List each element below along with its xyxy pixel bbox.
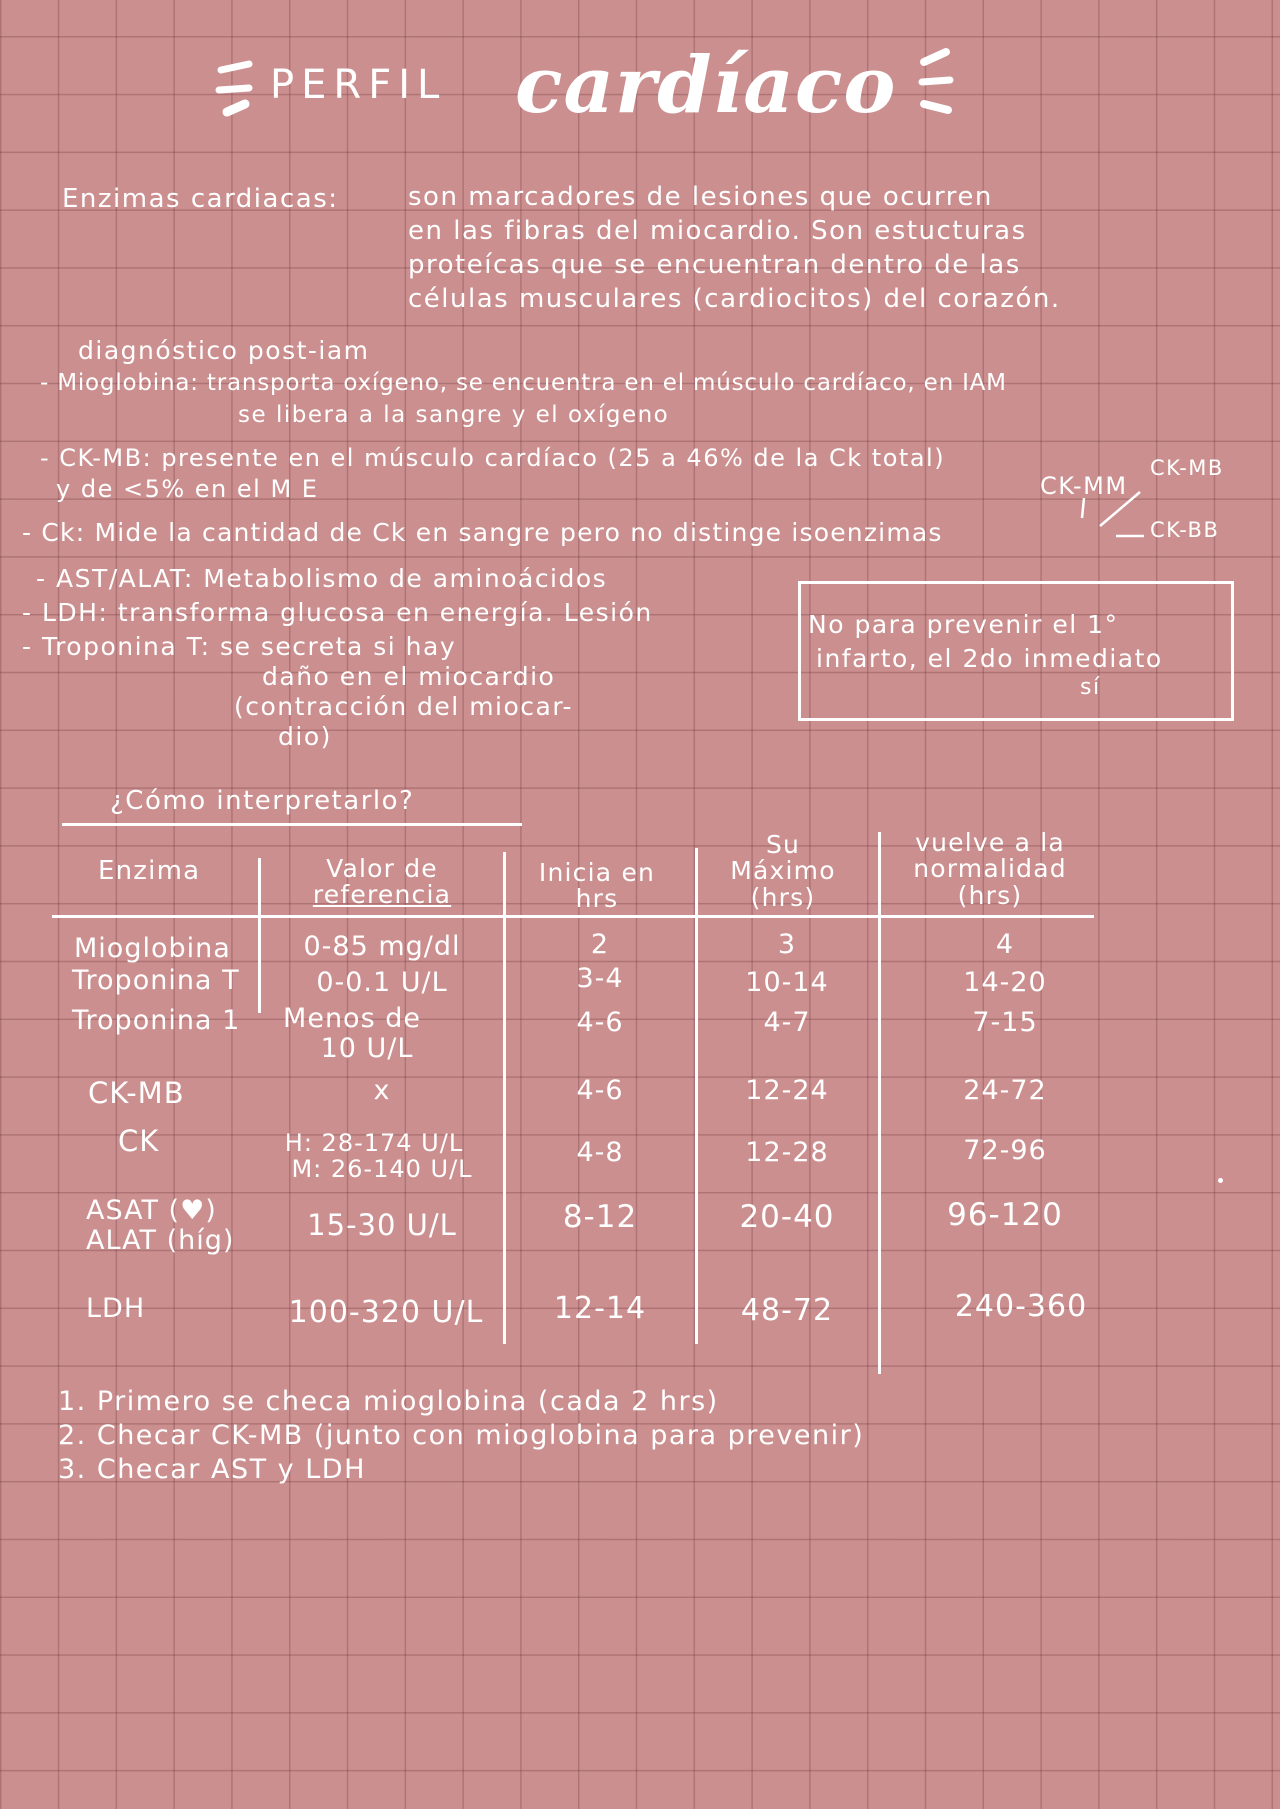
title-script-word: cardíaco xyxy=(515,40,897,131)
table-cell-valor-line: M: 26-140 U/L xyxy=(291,1155,473,1184)
step-item: 3. Checar AST y LDH xyxy=(58,1454,366,1485)
table-cell-inicia: 4-6 xyxy=(576,1075,624,1106)
table-cell-inicia: 12-14 xyxy=(553,1291,647,1326)
table-cell-enzima: Mioglobina xyxy=(74,933,231,964)
header-maximo-line: Su xyxy=(765,830,801,859)
table-cell-normal: 14-20 xyxy=(963,967,1047,998)
intro-line: en las fibras del miocardio. Son estucturas xyxy=(408,216,1027,246)
table-cell-normal: 24-72 xyxy=(963,1075,1047,1106)
table-cell-normal: 7-15 xyxy=(972,1007,1038,1038)
table-cell-valor-line: Menos de xyxy=(283,1003,421,1034)
header-maximo-line: Máximo xyxy=(730,856,836,886)
ink-dot xyxy=(1218,1178,1223,1183)
header-valor xyxy=(262,856,502,909)
header-valor-line: Valor de xyxy=(326,854,438,883)
table-cell-maximo: 4-7 xyxy=(763,1007,811,1038)
table-cell-inicia: 2 xyxy=(590,929,610,960)
header-maximo xyxy=(698,832,868,911)
header-inicia-line: hrs xyxy=(575,884,619,914)
list-item-ckmb: - CK-MB: presente en el músculo cardíaco (25 a 46% de la Ck total) xyxy=(40,444,946,472)
table-cell-valor: 0-85 mg/dl xyxy=(303,931,461,962)
table-cell-maximo: 12-28 xyxy=(745,1137,829,1168)
note-line: No para prevenir el 1° xyxy=(808,610,1119,639)
header-valor-line: referencia xyxy=(312,880,452,910)
list-item-ast: - AST/ALAT: Metabolismo de aminoácidos xyxy=(36,564,608,593)
list-item-troponina: - Troponina T: se secreta si hay xyxy=(22,632,457,661)
list-item-troponina-cont: daño en el miocardio xyxy=(262,662,556,691)
list-item-ck: - Ck: Mide la cantidad de Ck en sangre pero no distinge isoenzimas xyxy=(22,518,943,547)
table-cell-enzima: Troponina 1 xyxy=(72,1005,241,1036)
table-cell-normal: 4 xyxy=(995,929,1015,960)
header-normal-line: vuelve a la xyxy=(915,828,1065,857)
diagnostico-heading: diagnóstico post-iam xyxy=(78,336,370,365)
table-cell-maximo: 12-24 xyxy=(745,1075,829,1106)
table-cell-maximo: 3 xyxy=(777,929,797,960)
isoenzima-ckbb: CK-BB xyxy=(1150,518,1220,542)
table-cell-enzima: CK-MB xyxy=(88,1076,185,1110)
intro-line: proteícas que se encuentran dentro de las xyxy=(408,250,1021,280)
list-item-mioglobina: - Mioglobina: transporta oxígeno, se encuentra en el músculo cardíaco, en IAM xyxy=(40,370,1007,396)
table-cell-inicia: 8-12 xyxy=(562,1199,638,1235)
table-cell-enzima: Troponina T xyxy=(72,965,240,996)
header-normal-line: normalidad xyxy=(913,854,1067,884)
table-cell-inicia: 3-4 xyxy=(576,963,624,994)
table-cell-normal: 72-96 xyxy=(963,1135,1047,1166)
table-col-divider xyxy=(878,832,881,1374)
table-cell-enzima-line: ALAT (híg) xyxy=(86,1224,235,1256)
header-inicia-line: Inicia en xyxy=(538,858,656,887)
table-cell-valor: 0-0.1 U/L xyxy=(316,967,448,998)
table-cell-maximo: 20-40 xyxy=(739,1199,835,1235)
list-item-troponina-cont: dio) xyxy=(278,722,332,751)
step-item: 2. Checar CK-MB (junto con mioglobina para prevenir) xyxy=(58,1420,865,1451)
list-item-ldh: - LDH: transforma glucosa en energía. Lesión xyxy=(22,598,653,627)
table-cell-valor-line: 10 U/L xyxy=(320,1032,414,1064)
table-cell-inicia: 4-6 xyxy=(576,1007,624,1038)
table-header-divider xyxy=(52,915,1094,918)
note-line: sí xyxy=(1080,675,1101,700)
table-cell-normal: 240-360 xyxy=(954,1289,1088,1324)
question-underline xyxy=(62,823,522,826)
table-cell-valor: 15-30 U/L xyxy=(307,1208,457,1242)
table-cell-valor xyxy=(262,1004,502,1063)
table-cell-enzima: CK xyxy=(118,1124,160,1158)
intro-line: son marcadores de lesiones que ocurren xyxy=(408,182,993,212)
isoenzima-ckmm: CK-MM xyxy=(1040,472,1128,500)
isoenzima-ckmb: CK-MB xyxy=(1150,456,1224,480)
sparkle-right-icon xyxy=(910,46,962,122)
table-cell-enzima-line: ASAT (♥) xyxy=(86,1195,217,1226)
header-normal-line: (hrs) xyxy=(957,880,1023,910)
list-item-mioglobina-cont: se libera a la sangre y el oxígeno xyxy=(238,402,670,428)
intro-term: Enzimas cardiacas: xyxy=(62,184,339,214)
header-maximo-line: (hrs) xyxy=(750,882,816,912)
header-normal xyxy=(885,830,1095,909)
list-item-troponina-cont: (contracción del miocar- xyxy=(234,692,574,721)
sparkle-left-icon xyxy=(215,60,267,136)
note-line: infarto, el 2do inmediato xyxy=(816,644,1163,673)
isoenzima-connector-lines xyxy=(1070,488,1150,548)
table-cell-valor xyxy=(262,1130,502,1183)
table-cell-enzima: LDH xyxy=(86,1293,146,1324)
title-print-word: PERFIL xyxy=(270,62,447,108)
table-question: ¿Cómo interpretarlo? xyxy=(110,786,415,816)
table-cell-maximo: 10-14 xyxy=(745,967,829,998)
step-item: 1. Primero se checa mioglobina (cada 2 hrs) xyxy=(58,1386,719,1417)
intro-line: células musculares (cardiocitos) del corazón. xyxy=(408,284,1061,314)
table-cell-valor: 100-320 U/L xyxy=(288,1295,484,1330)
table-cell-enzima xyxy=(86,1196,234,1255)
table-cell-valor-line: H: 28-174 U/L xyxy=(284,1129,464,1157)
header-enzima: Enzima xyxy=(98,856,201,886)
table-cell-valor: x xyxy=(373,1075,391,1106)
list-item-ckmb-cont: y de <5% en el M E xyxy=(56,475,319,503)
table-cell-inicia: 4-8 xyxy=(576,1137,624,1168)
table-cell-normal: 96-120 xyxy=(947,1197,1063,1233)
table-col-divider xyxy=(258,858,261,1013)
table-cell-maximo: 48-72 xyxy=(740,1293,834,1328)
header-inicia xyxy=(512,860,682,913)
